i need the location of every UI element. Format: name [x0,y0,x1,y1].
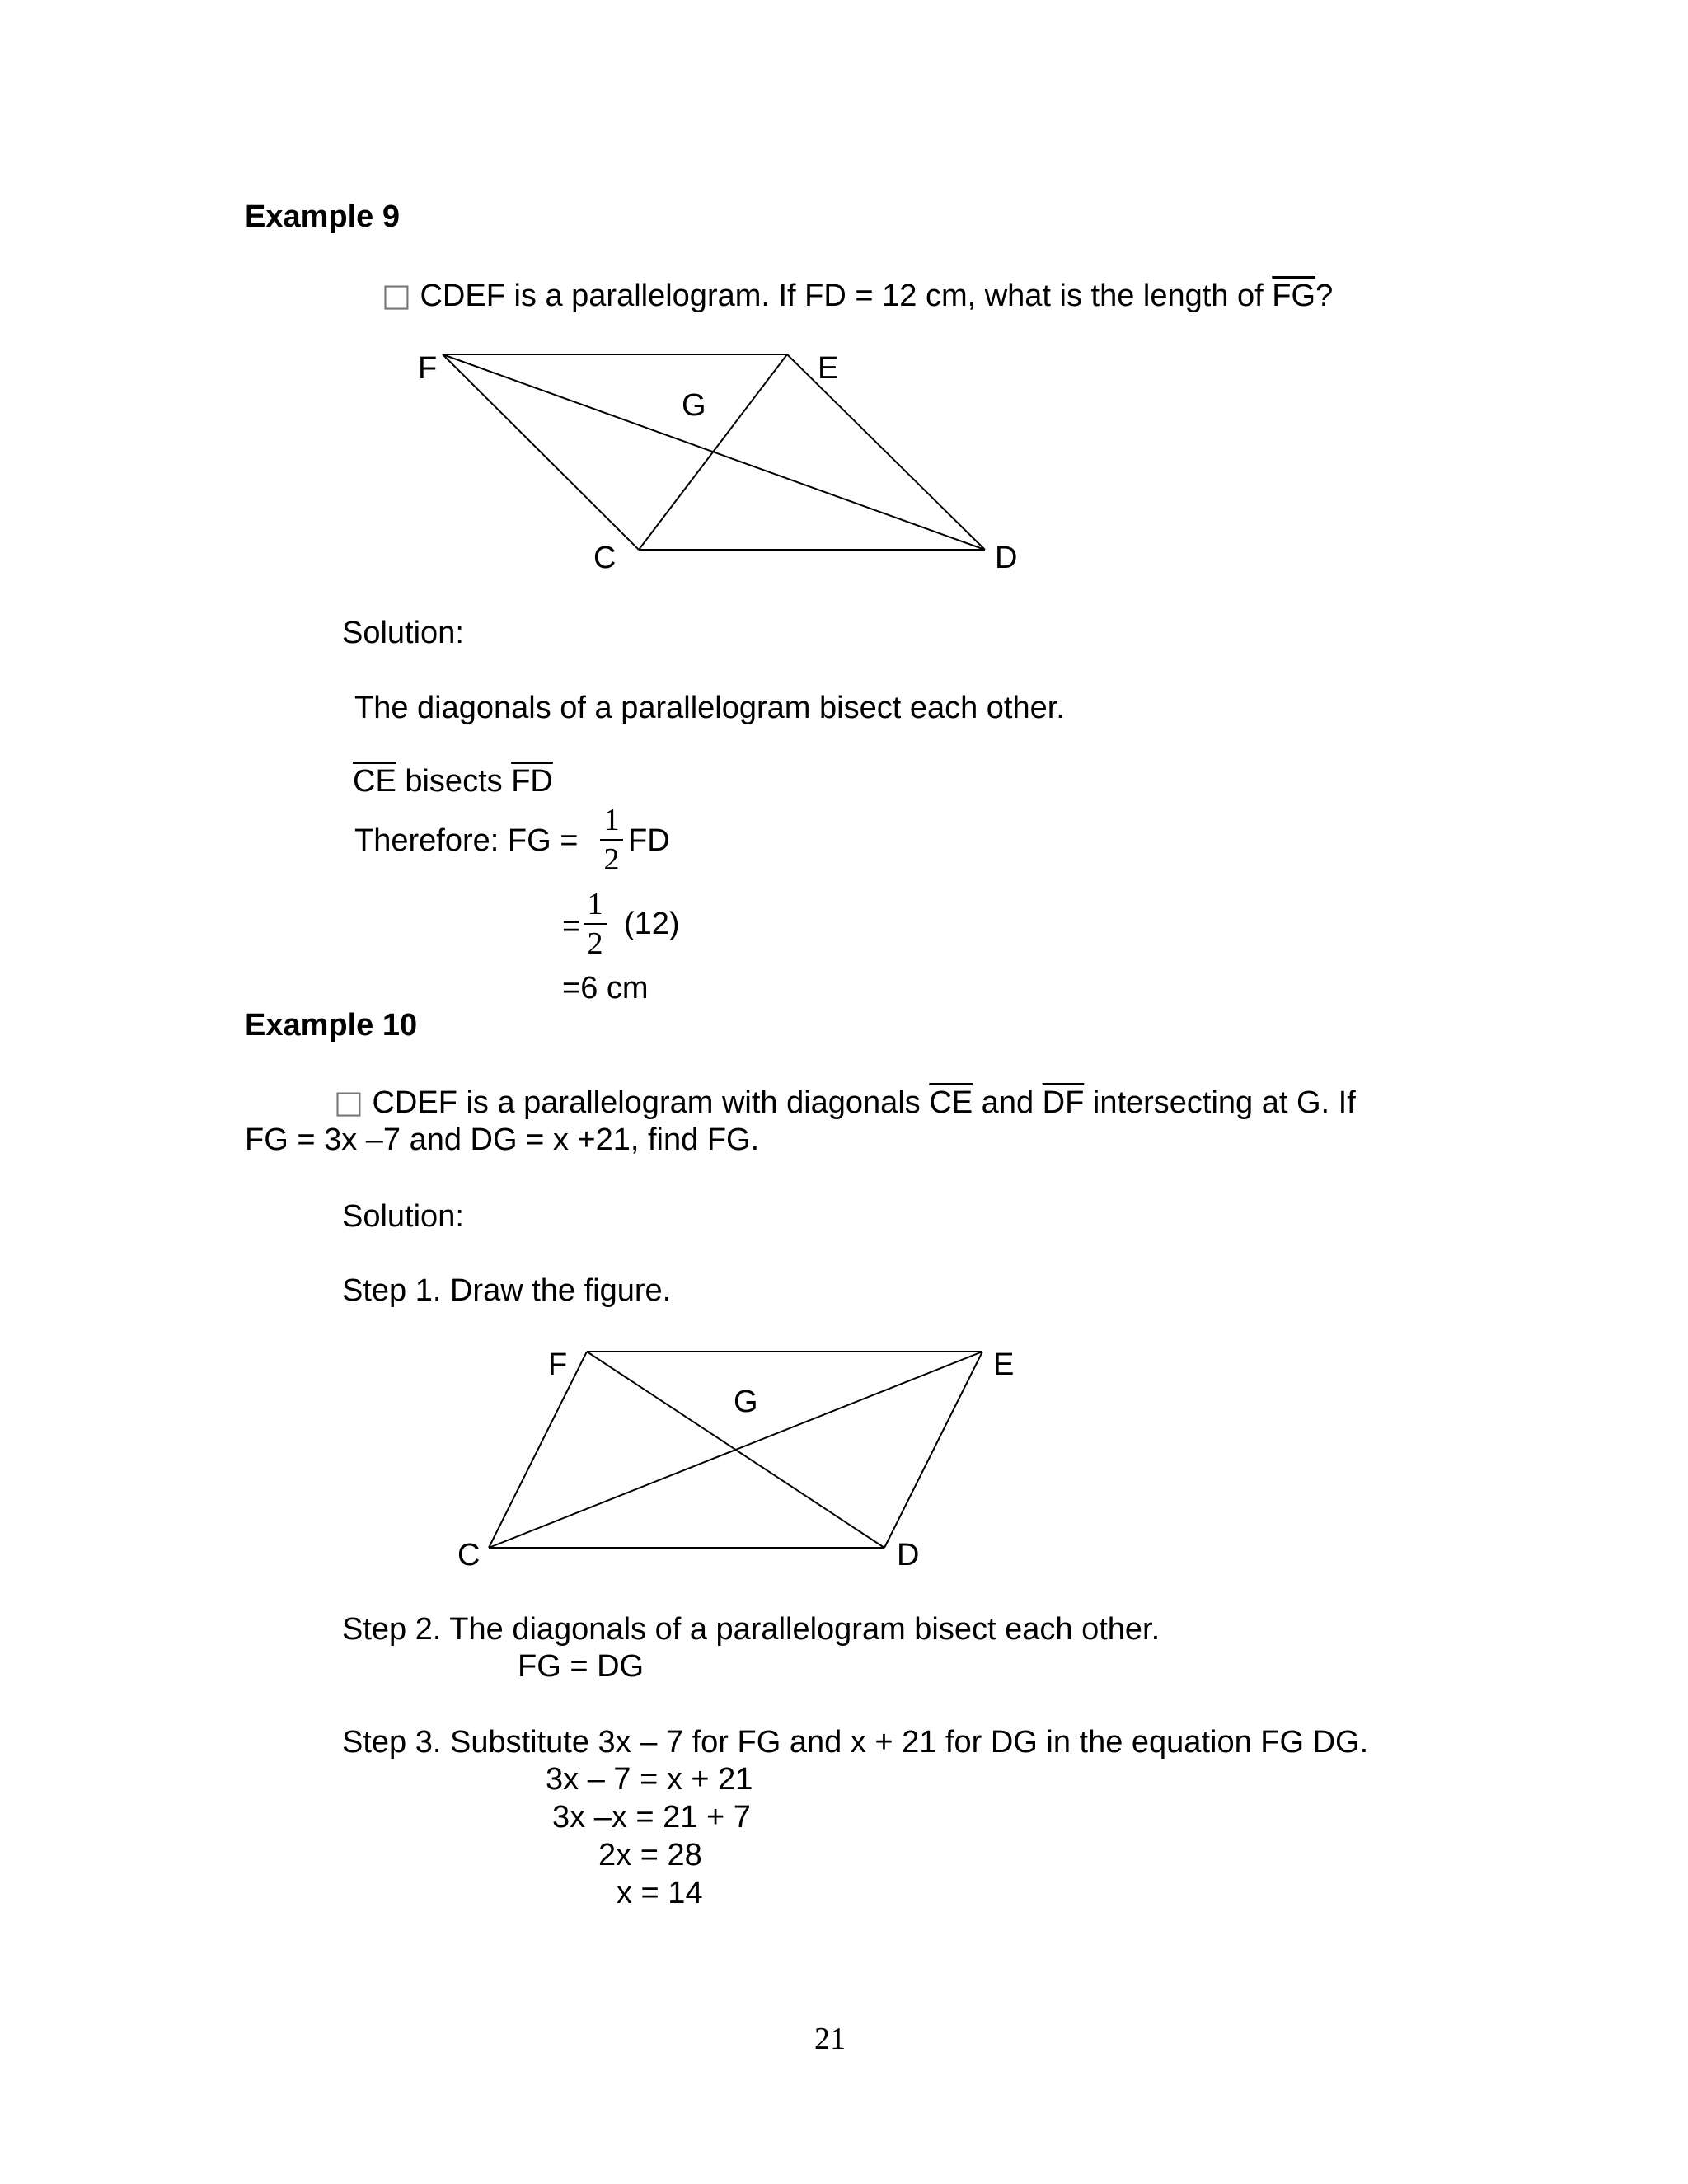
example-10-solution-label: Solution: [342,1199,464,1234]
vertex-label-f: F [548,1347,568,1382]
vertex-label-d: D [995,541,1018,575]
equation-line-4: x = 14 [617,1876,703,1910]
segment-ce: $\overline{CE}$ [353,764,396,799]
equation-line-3: 2x = 28 [598,1838,702,1872]
problem-text: CDEF is a parallelogram with diagonals [363,1085,930,1120]
problem-end: intersecting at G. If [1084,1085,1356,1120]
parallelogram-symbol-icon: □ [382,277,411,313]
step-3-text: Step 3. Substitute 3x – 7 for FG and x + 21 for DG in the equation FG DG. [342,1725,1369,1760]
parallelogram-symbol-icon: □ [334,1084,363,1120]
fraction-numerator: 1 [603,803,620,837]
equals-sign: = [562,909,581,944]
example-9-solution-label: Solution: [342,616,464,650]
side-cf [489,1352,587,1548]
equation-line-2: 3x –x = 21 + 7 [552,1800,751,1835]
therefore-text: Therefore: FG = [354,823,579,858]
problem-text: CDEF is a parallelogram. If FD = 12 cm, what is the length of [410,279,1273,313]
step-2-text: Step 2. The diagonals of a parallelogram bisect each other. [342,1612,1160,1647]
step-2-equation: FG = DG [518,1649,645,1684]
vertex-label-e: E [993,1347,1015,1382]
and-word: and [973,1085,1043,1120]
fraction-denominator: 2 [603,842,620,877]
example-10-heading: Example 10 [245,1008,418,1043]
segment-fd: $\overline{FD}$ [511,764,553,799]
segment-fg: $\overline{FG}$ [1272,279,1316,313]
vertex-label-e: E [818,351,839,386]
segment-df: $\overline{DF}$ [1042,1085,1085,1120]
point-label-g: G [682,388,706,423]
result-text: =6 cm [562,971,649,1005]
fraction-numerator: 1 [587,887,603,921]
vertex-label-c: C [457,1538,481,1572]
segment-ce: $\overline{CE}$ [929,1085,973,1120]
example-9-heading: Example 9 [245,199,400,234]
equation-line-1: 3x – 7 = x + 21 [546,1762,753,1797]
fraction-denominator: 2 [587,926,603,961]
point-label-g: G [734,1385,758,1419]
fd-text: FD [628,823,670,858]
vertex-label-f: F [418,351,438,386]
bisects-word: bisects [396,764,512,799]
example-9-statement: The diagonals of a parallelogram bisect each other. [354,691,1065,725]
example-10-problem-line-2: FG = 3x –7 and DG = x +21, find FG. [245,1122,760,1157]
page-number: 21 [814,2022,846,2056]
step-1-text: Step 1. Draw the figure. [342,1273,672,1308]
problem-end: ? [1315,279,1334,313]
side-ed [884,1352,982,1548]
vertex-label-c: C [593,541,617,575]
vertex-label-d: D [897,1538,920,1572]
twelve-text: (12) [624,907,680,941]
